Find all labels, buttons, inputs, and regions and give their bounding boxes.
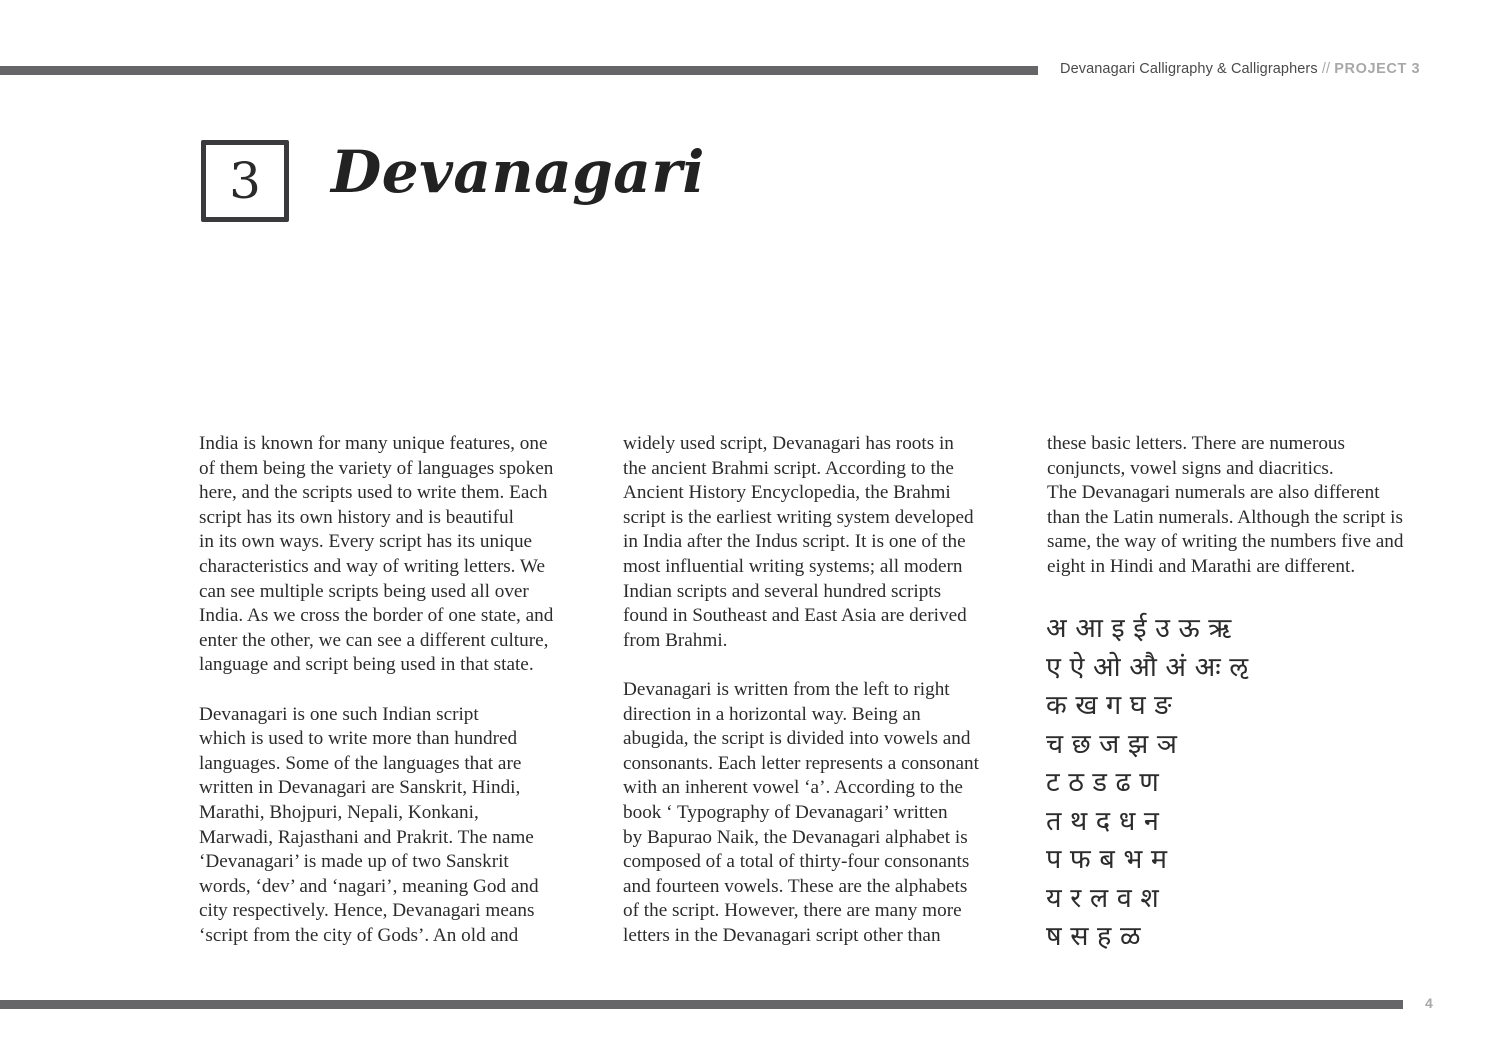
header-separator: // [1321, 61, 1331, 77]
text-line: here, and the scripts used to write them. Each [199, 482, 548, 504]
text-line: conjuncts, vowel signs and diacritics. [1047, 457, 1334, 479]
text-column-3 [1047, 432, 1439, 580]
text-line: and fourteen vowels. These are the alphabets [623, 875, 968, 897]
chapter-title: Devanagari [331, 138, 705, 206]
text-line: India is known for many unique features, one [199, 433, 548, 454]
paragraph [623, 678, 1015, 949]
alphabet-row: य र ल व श [1046, 882, 1159, 914]
text-line: by Bapurao Naik, the Devanagari alphabet is [623, 826, 968, 848]
text-line: the ancient Brahmi script. According to the [623, 457, 954, 479]
text-line: from Brahmi. [623, 629, 728, 651]
text-line: of them being the variety of languages spoken [199, 457, 554, 479]
text-line: letters in the Devanagari script other than [623, 924, 941, 946]
chapter-number: 3 [229, 152, 261, 210]
text-line: book ‘ Typography of Devanagari’ written [623, 801, 948, 823]
text-line: Devanagari is one such Indian script [199, 703, 479, 725]
alphabet-row: क ख ग घ ङ [1046, 690, 1172, 721]
header-project: PROJECT 3 [1334, 61, 1421, 77]
page-number: 4 [1425, 995, 1433, 1011]
header-rule [0, 66, 1038, 75]
running-header [1060, 61, 1420, 77]
text-line: abugida, the script is divided into vowels and [623, 728, 971, 750]
text-line: can see multiple scripts being used all over [199, 580, 529, 602]
text-line: city respectively. Hence, Devanagari means [199, 900, 535, 922]
text-line: composed of a total of thirty-four consonants [623, 851, 970, 873]
alphabet-row: त थ द ध न [1046, 805, 1159, 837]
text-line: in India after the Indus script. It is one of the [623, 531, 966, 553]
text-line: same, the way of writing the numbers five and [1047, 531, 1404, 553]
text-line: widely used script, Devanagari has roots in [623, 433, 954, 454]
paragraph [623, 432, 1015, 653]
text-line: The Devanagari numerals are also different [1047, 482, 1380, 504]
text-line: eight in Hindi and Marathi are different. [1047, 555, 1356, 577]
text-line: written in Devanagari are Sanskrit, Hindi, [199, 777, 521, 799]
text-line: languages. Some of the languages that are [199, 752, 522, 774]
text-column-1 [199, 432, 591, 948]
text-line: script has its own history and is beautiful [199, 506, 514, 528]
footer-rule [0, 1000, 1403, 1009]
text-line: Indian scripts and several hundred scripts [623, 580, 942, 602]
text-line: in its own ways. Every script has its unique [199, 531, 533, 553]
text-line: with an inherent vowel ‘a’. According to the [623, 777, 963, 799]
chapter-number-box [201, 140, 289, 222]
text-line: most influential writing systems; all modern [623, 555, 963, 577]
text-column-2 [623, 432, 1015, 948]
text-line: Ancient History Encyclopedia, the Brahmi [623, 482, 951, 504]
text-line: characteristics and way of writing letters. We [199, 555, 546, 577]
text-line: than the Latin numerals. Although the script is [1047, 506, 1403, 528]
text-line: these basic letters. There are numerous [1047, 433, 1345, 454]
text-line: consonants. Each letter represents a consonant [623, 752, 979, 774]
text-line: Marwadi, Rajasthani and Prakrit. The name [199, 826, 534, 848]
alphabet-row: ट ठ ड ढ ण [1046, 767, 1159, 798]
alphabet-row: ए ऐ ओ औ अं अः ऌ [1046, 651, 1249, 683]
paragraph [199, 432, 591, 678]
text-line: Marathi, Bhojpuri, Nepali, Konkani, [199, 801, 479, 823]
text-line: words, ‘dev’ and ‘nagari’, meaning God and [199, 875, 539, 897]
text-line: Devanagari is written from the left to right [623, 678, 950, 700]
text-line: found in Southeast and East Asia are derived [623, 605, 967, 627]
text-line: India. As we cross the border of one state, and [199, 605, 554, 627]
alphabet-row: अ आ इ ई उ ऊ ऋ [1046, 613, 1232, 644]
text-line: of the script. However, there are many more [623, 900, 962, 922]
devanagari-alphabet-chart [1046, 610, 1248, 957]
alphabet-row: प फ ब भ म [1046, 844, 1168, 875]
header-title: Devanagari Calligraphy & Calligraphers [1060, 61, 1318, 77]
text-line: ‘Devanagari’ is made up of two Sanskrit [199, 851, 509, 873]
paragraph [1047, 432, 1439, 580]
text-line: which is used to write more than hundred [199, 728, 518, 750]
alphabet-row: च छ ज झ ञ [1046, 728, 1177, 760]
text-line: script is the earliest writing system developed [623, 506, 974, 528]
paragraph [199, 703, 591, 949]
text-line: language and script being used in that state. [199, 654, 534, 676]
text-line: ‘script from the city of Gods’. An old and [199, 924, 519, 946]
text-line: direction in a horizontal way. Being an [623, 703, 921, 725]
text-line: enter the other, we can see a different culture, [199, 629, 549, 651]
alphabet-row: ष स ह ळ [1046, 921, 1141, 952]
